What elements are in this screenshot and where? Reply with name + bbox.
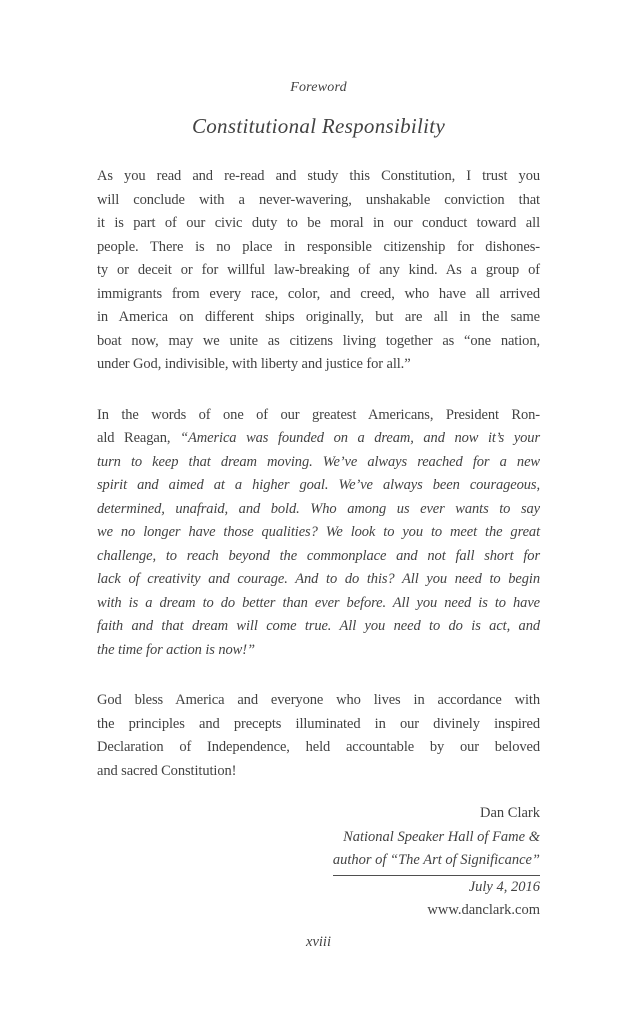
text-segment: “America was founded on a dream, and now it’s your xyxy=(180,430,541,446)
text-line xyxy=(97,713,540,737)
text-line xyxy=(97,568,540,592)
text-line xyxy=(97,615,540,639)
text-segment: ty or deceit or for willful law-breaking of any kind. As a group of xyxy=(97,262,540,278)
signature-line xyxy=(97,826,540,850)
text-segment: we no longer have those qualities? We look to you to meet the great xyxy=(97,524,540,540)
page-number: xviii xyxy=(306,933,331,950)
signature-line xyxy=(97,802,540,826)
text-segment: the principles and precepts illuminated in our divinely inspired xyxy=(97,715,540,732)
text-line xyxy=(97,212,540,236)
signature-text: National Speaker Hall of Fame & xyxy=(343,828,540,845)
text-segment: God bless America and everyone who lives in accordance with xyxy=(97,692,540,708)
text-segment: it is part of our civic duty to be moral in our conduct toward all xyxy=(97,215,540,231)
page-title: Constitutional Responsibility xyxy=(191,114,446,138)
signature-line xyxy=(97,849,540,876)
signature-text: Dan Clark xyxy=(480,805,540,821)
text-segment: the time for action is now!” xyxy=(97,641,255,658)
signature-text: July 4, 2016 xyxy=(468,878,540,895)
text-segment: people. There is no place in responsible citizenship for dishones- xyxy=(97,238,540,255)
text-line xyxy=(97,353,540,377)
text-line xyxy=(97,639,540,663)
text-line xyxy=(97,545,540,569)
text-segment: Declaration of Independence, held accountable by our beloved xyxy=(97,739,540,755)
text-segment: with is a dream to do better than ever before. All you need is to have xyxy=(97,594,540,611)
text-segment: boat now, may we unite as citizens living together as “one nation, xyxy=(97,332,540,349)
text-line xyxy=(97,236,540,260)
text-line xyxy=(97,306,540,330)
text-line xyxy=(97,427,540,451)
text-line xyxy=(97,451,540,475)
text-line xyxy=(97,689,540,713)
text-segment: challenge, to reach beyond the commonplace and not fall short for xyxy=(97,547,540,564)
text-segment: and sacred Constitution! xyxy=(97,762,237,779)
signature-block xyxy=(97,802,540,923)
paragraph xyxy=(97,689,540,783)
text-line xyxy=(97,592,540,616)
text-line xyxy=(97,259,540,283)
signature-text: author of “The Art of Significance” xyxy=(333,849,540,876)
text-segment: determined, unafraid, and bold. Who among us ever wants to say xyxy=(97,500,540,517)
text-segment: ald Reagan, xyxy=(97,430,181,446)
signature-line xyxy=(97,899,540,923)
text-segment: turn to keep that dream moving. We’ve always reached for a new xyxy=(97,453,540,470)
text-segment: lack of creativity and courage. And to do this? All you need to begin xyxy=(97,571,540,587)
text-segment: immigrants from every race, color, and creed, who have all arrived xyxy=(97,285,540,302)
text-line xyxy=(97,330,540,354)
text-line xyxy=(97,283,540,307)
text-line xyxy=(97,404,540,428)
paragraph xyxy=(97,404,540,663)
text-line xyxy=(97,760,540,784)
text-line xyxy=(97,474,540,498)
text-line xyxy=(97,736,540,760)
text-line xyxy=(97,521,540,545)
body-text xyxy=(97,165,540,783)
text-line xyxy=(97,189,540,213)
text-line xyxy=(97,498,540,522)
text-segment: faith and that dream will come true. All you need to do is act, and xyxy=(97,618,540,634)
paragraph xyxy=(97,165,540,377)
text-segment: under God, indivisible, with liberty and justice for all.” xyxy=(97,356,411,372)
text-segment: As you read and re-read and study this Constitution, I trust you xyxy=(97,168,540,184)
text-segment: spirit and aimed at a higher goal. We’ve always been courageous, xyxy=(97,477,540,493)
signature-line xyxy=(97,876,540,900)
text-line xyxy=(97,165,540,189)
section-label: Foreword xyxy=(290,80,347,95)
text-segment: in America on different ships originally, but are all in the same xyxy=(97,309,540,325)
signature-text: www.danclark.com xyxy=(427,902,540,918)
text-segment: In the words of one of our greatest Americans, President Ron- xyxy=(97,406,540,423)
text-segment: will conclude with a never-wavering, unshakable conviction that xyxy=(97,191,540,208)
